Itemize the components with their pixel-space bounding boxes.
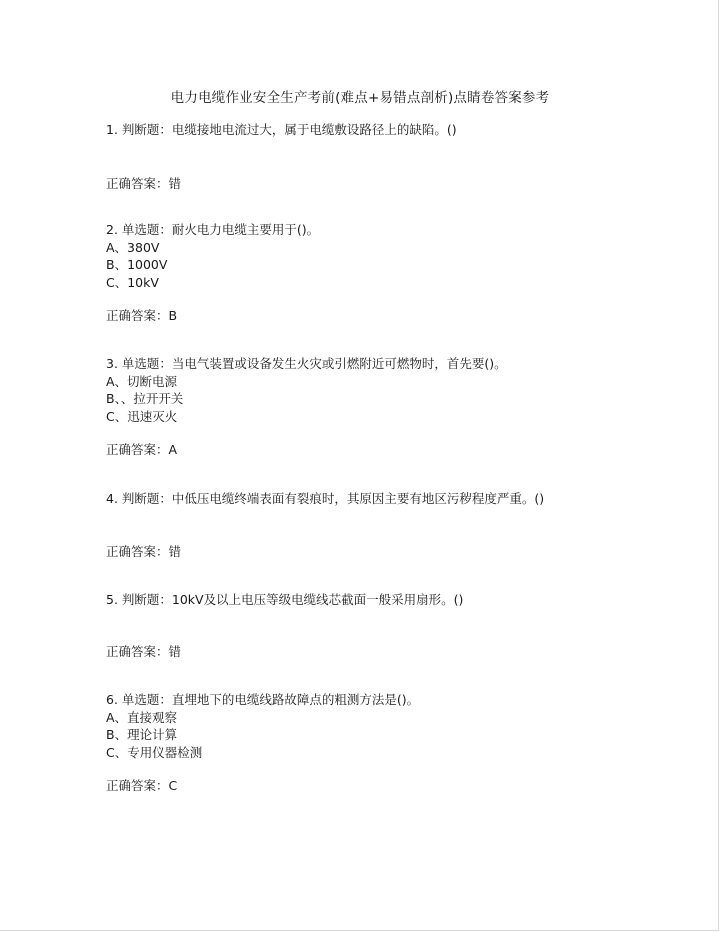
question-6 — [106, 691, 678, 761]
option-b: B、1000V — [106, 257, 168, 272]
option-c: C、专用仪器检测 — [106, 744, 203, 760]
answer-1: 正确答案：错 — [106, 176, 182, 191]
answer-5: 正确答案：错 — [106, 644, 182, 659]
option-b: B、、拉开开关 — [106, 391, 184, 406]
question-stem: 4. 判断题：中低压电缆终端表面有裂痕时，其原因主要有地区污秽程度严重。() — [106, 491, 545, 506]
question-3 — [106, 355, 678, 425]
question-stem: 6. 单选题：直埋地下的电缆线路故障点的粗测方法是()。 — [106, 692, 420, 707]
question-1 — [106, 121, 678, 139]
question-2 — [106, 221, 678, 291]
answer-2: 正确答案：B — [106, 308, 178, 323]
option-a: A、直接观察 — [106, 709, 178, 725]
question-stem: 3. 单选题：当电气装置或设备发生火灾或引燃附近可燃物时，首先要()。 — [106, 356, 507, 371]
answer-6: 正确答案：C — [106, 778, 178, 793]
question-stem: 5. 判断题：10kV及以上电压等级电缆线芯截面一般采用扇形。() — [106, 592, 464, 607]
option-a: A、切断电源 — [106, 373, 178, 389]
option-c: C、10kV — [106, 274, 159, 290]
document-title: 电力电缆作业安全生产考前(难点+易错点剖析)点睛卷答案参考 — [170, 90, 550, 106]
option-b: B、理论计算 — [106, 727, 178, 742]
question-stem: 2. 单选题：耐火电力电缆主要用于()。 — [106, 222, 320, 237]
option-a: A、380V — [106, 239, 160, 255]
question-5 — [106, 591, 678, 609]
question-4 — [106, 490, 678, 508]
option-c: C、迅速灭火 — [106, 408, 178, 424]
question-stem: 1. 判断题：电缆接地电流过大，属于电缆敷设路径上的缺陷。() — [106, 122, 457, 137]
answer-4: 正确答案：错 — [106, 544, 182, 559]
answer-3: 正确答案：A — [106, 442, 178, 457]
